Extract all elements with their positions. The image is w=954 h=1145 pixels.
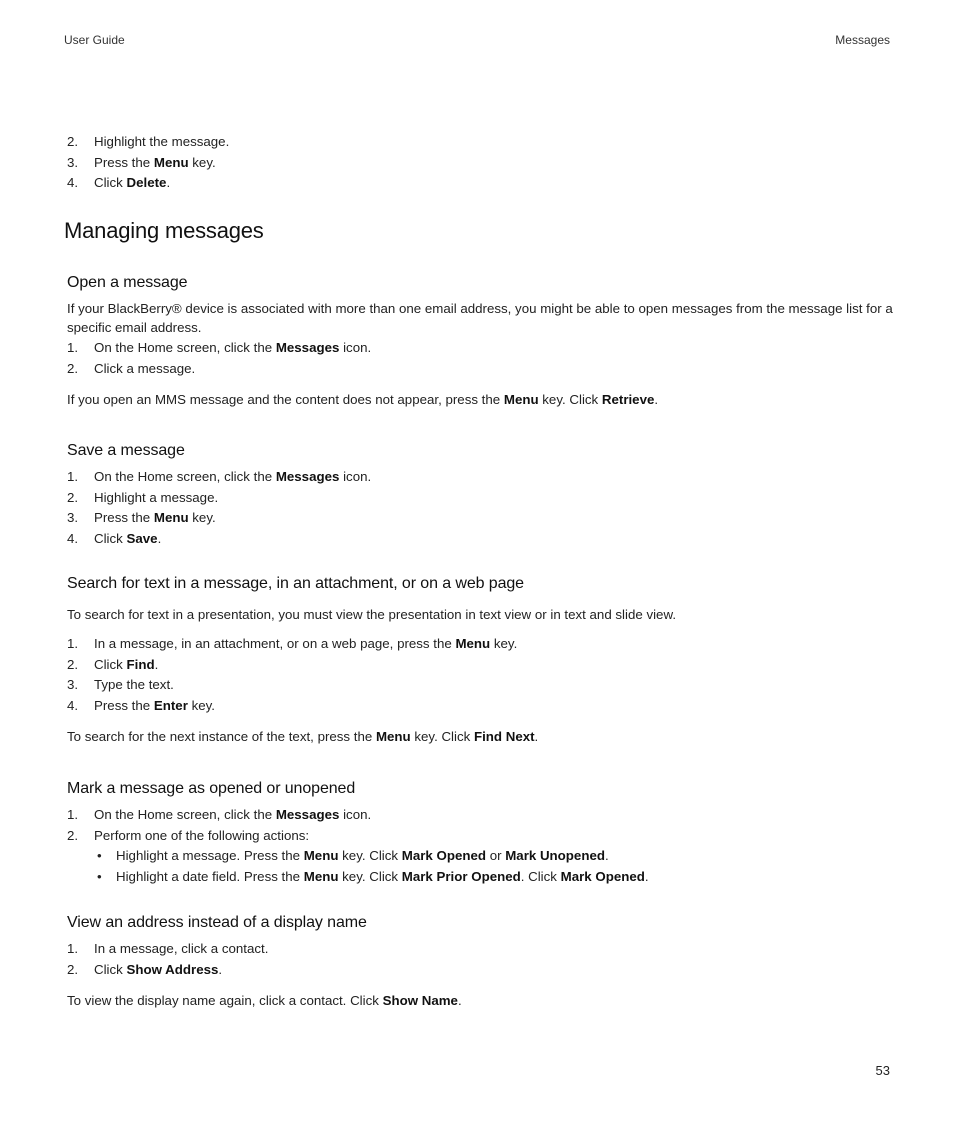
list-item: 1. In a message, in an attachment, or on a web page, press the Menu key. bbox=[67, 636, 518, 651]
list-item: 2. Highlight a message. bbox=[67, 489, 219, 505]
running-header-left: User Guide bbox=[64, 33, 125, 47]
list-item: 1. On the Home screen, click the Messages icon. bbox=[67, 807, 372, 822]
list-item: 2. Highlight the message. bbox=[67, 134, 230, 149]
bullet-item: • Highlight a message. Press the Menu key. Click Mark Opened or Mark Unopened. bbox=[67, 846, 887, 867]
section-heading-mark: Mark a message as opened or unopened bbox=[67, 780, 356, 797]
list-item: 2. Click Show Address. bbox=[67, 961, 223, 977]
list-item: 2. Click Find. bbox=[67, 656, 159, 672]
search-note-paragraph: To search for the next instance of the text, press the Menu key. Click Find Next. bbox=[67, 729, 539, 744]
list-item: 4. Press the Enter key. bbox=[67, 698, 215, 714]
list-item: 2. Click a message. bbox=[67, 360, 196, 376]
section-heading-address: View an address instead of a display name bbox=[67, 914, 367, 931]
list-item: 4. Click Save. bbox=[67, 531, 162, 547]
save-steps-list bbox=[67, 467, 887, 550]
list-item: 1. On the Home screen, click the Messages icon. bbox=[67, 469, 372, 484]
bullet-icon: • bbox=[97, 848, 102, 864]
open-note-paragraph: If you open an MMS message and the content does not appear, press the Menu key. Click Retrieve. bbox=[67, 392, 659, 407]
mark-steps-list bbox=[67, 805, 887, 888]
intro-steps-list bbox=[67, 132, 887, 194]
section-heading-open: Open a message bbox=[67, 274, 188, 291]
running-header-right: Messages bbox=[835, 33, 890, 47]
page-title: Managing messages bbox=[64, 218, 264, 243]
list-item: 1. In a message, click a contact. bbox=[67, 941, 269, 956]
list-item: 4. Click Delete. bbox=[67, 175, 171, 191]
open-steps-list bbox=[67, 338, 887, 379]
list-item: 3. Press the Menu key. bbox=[67, 154, 216, 170]
section-heading-search: Search for text in a message, in an attachment, or on a web page bbox=[67, 575, 524, 592]
page-number: 53 bbox=[875, 1063, 890, 1078]
address-note-paragraph: To view the display name again, click a contact. Click Show Name. bbox=[67, 993, 462, 1008]
address-steps-list bbox=[67, 939, 887, 980]
search-steps-list bbox=[67, 634, 887, 717]
list-item: 2. Perform one of the following actions: bbox=[67, 827, 310, 843]
list-item: 3. Type the text. bbox=[67, 677, 174, 693]
list-item: 3. Press the Menu key. bbox=[67, 510, 216, 526]
list-item: 1. On the Home screen, click the Messages icon. bbox=[67, 340, 372, 355]
open-intro-paragraph: If your BlackBerry® device is associated with more than one email address, you might be able to open messages from the message list for a specific email address. bbox=[67, 301, 893, 335]
search-intro-paragraph: To search for text in a presentation, you must view the presentation in text view or in text and slide view. bbox=[67, 607, 677, 622]
bullet-icon: • bbox=[97, 869, 102, 885]
section-heading-save: Save a message bbox=[67, 442, 185, 459]
bullet-item: • Highlight a date field. Press the Menu key. Click Mark Prior Opened. Click Mark Opened. bbox=[67, 867, 887, 888]
